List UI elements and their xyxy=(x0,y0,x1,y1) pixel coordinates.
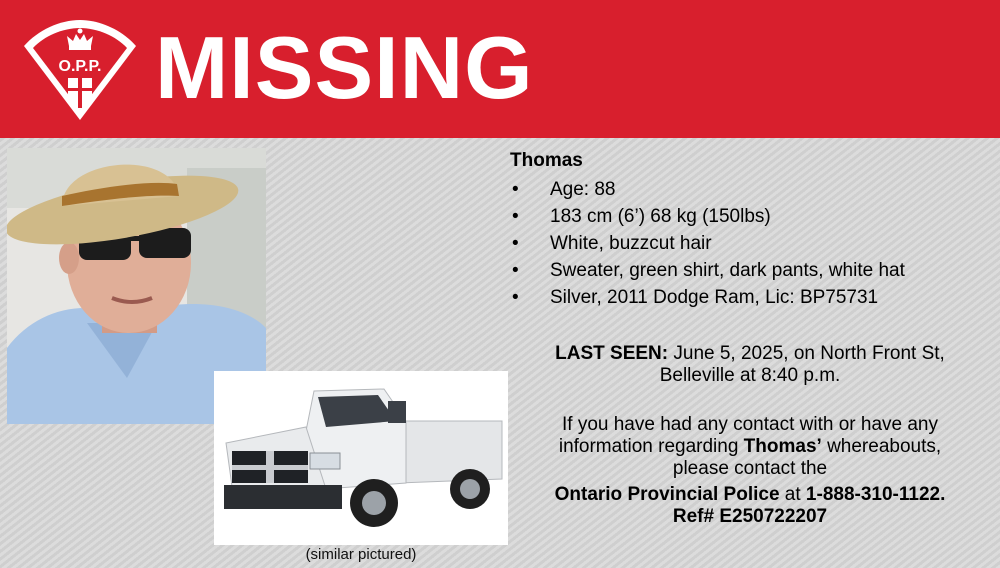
phone-number[interactable]: 1-888-310-1122. xyxy=(805,484,946,505)
contact-info xyxy=(510,414,990,528)
detail-age: • Age: 88 xyxy=(510,176,990,203)
vehicle-photo-caption: (similar pictured) xyxy=(305,546,417,563)
missing-title: MISSING xyxy=(155,18,534,117)
contact-line2-pre: information regarding xyxy=(558,436,744,457)
person-name: Thomas xyxy=(510,150,583,171)
opp-badge-icon xyxy=(20,16,140,124)
logo-text: O.P.P. xyxy=(58,58,102,75)
last-seen-line2: Belleville at 8:40 p.m. xyxy=(659,365,841,386)
last-seen-label: LAST SEEN: xyxy=(555,343,669,364)
last-seen-text: June 5, 2025, on North Front St, xyxy=(668,343,945,364)
detail-hair: • White, buzzcut hair xyxy=(510,230,990,257)
person-details-list xyxy=(510,176,990,311)
detail-clothing: • Sweater, green shirt, dark pants, white hat xyxy=(510,257,990,284)
reference-number: Ref# E250722207 xyxy=(672,506,828,527)
person-info xyxy=(510,150,990,311)
contact-line3: please contact the xyxy=(672,458,828,479)
last-seen xyxy=(510,343,990,387)
police-name: Ontario Provincial Police xyxy=(554,484,780,505)
vehicle-photo xyxy=(214,371,508,545)
header-banner xyxy=(0,0,1000,138)
contact-name: Thomas’ xyxy=(743,436,822,457)
contact-line1: If you have had any contact with or have any xyxy=(561,414,938,435)
contact-line2-post: whereabouts, xyxy=(821,436,942,457)
detail-vehicle: • Silver, 2011 Dodge Ram, Lic: BP75731 xyxy=(510,284,990,311)
contact-line4-mid: at xyxy=(779,484,806,505)
detail-height-weight: • 183 cm (6’) 68 kg (150lbs) xyxy=(510,203,990,230)
